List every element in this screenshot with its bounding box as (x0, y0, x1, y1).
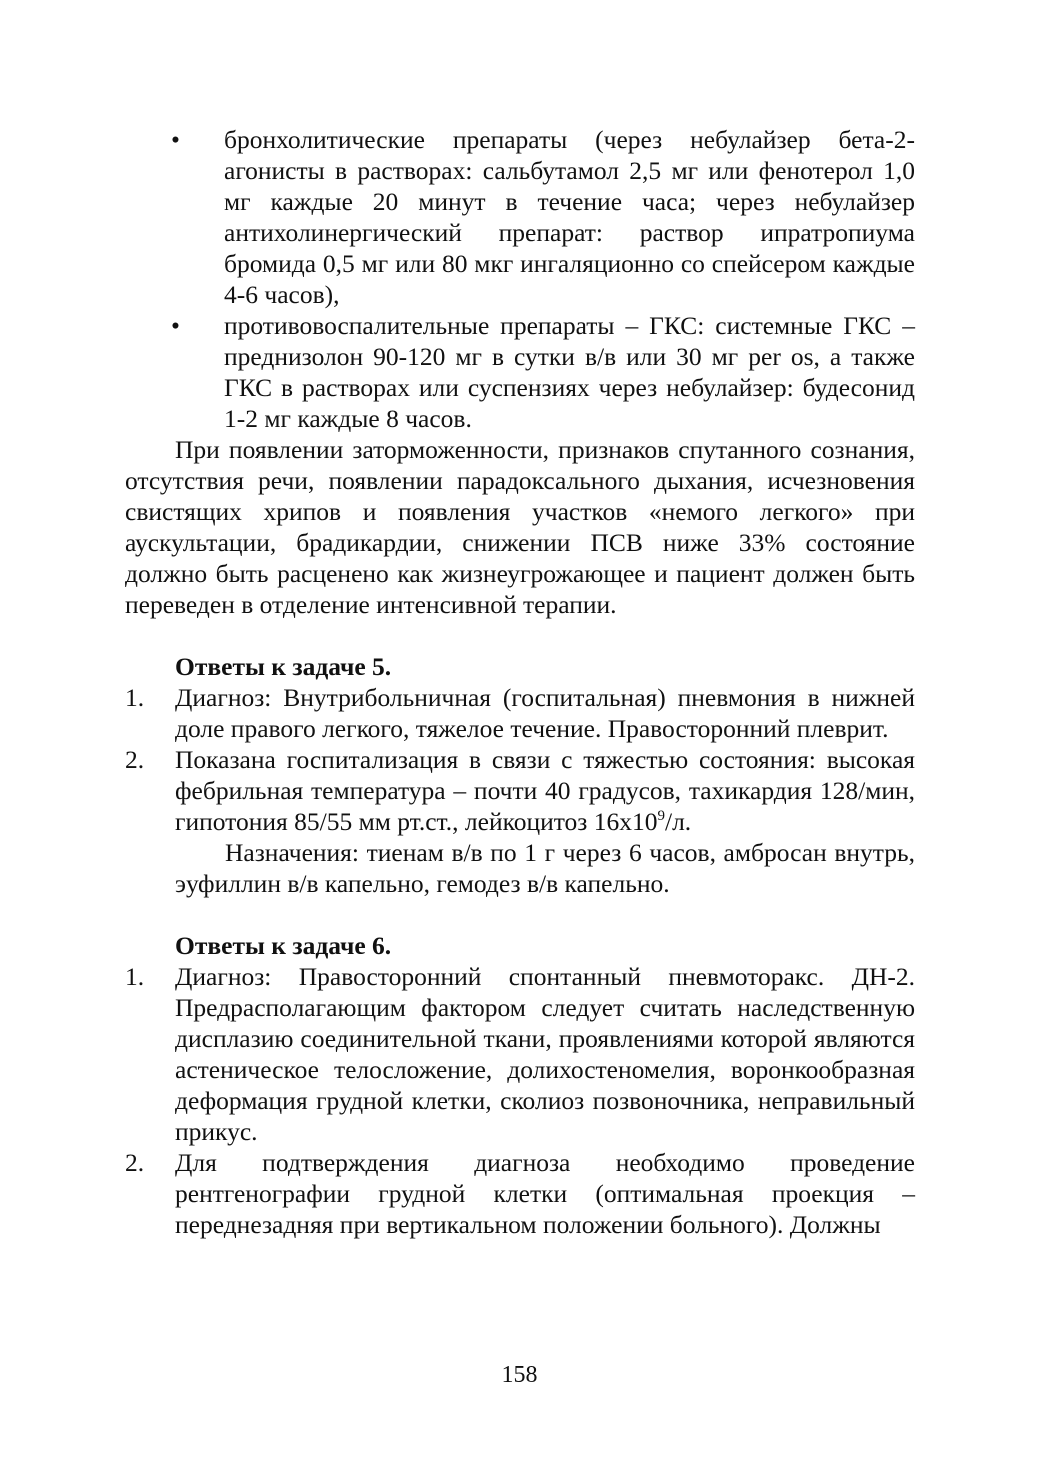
list-item (125, 961, 915, 1147)
bullet-marker: • (171, 125, 180, 154)
task5-answer-list (125, 682, 915, 899)
list-item (125, 1147, 915, 1240)
task6-heading: Ответы к задаче 6. (175, 931, 392, 960)
item-number: 1. (125, 683, 145, 712)
page-number: 158 (501, 1362, 538, 1388)
item-number: 2. (125, 1148, 145, 1177)
bullet-marker: • (171, 311, 180, 340)
task6-answer-list (125, 961, 915, 1240)
page-content (125, 124, 915, 1240)
list-item (125, 682, 915, 744)
item-text: Для подтверждения диагноза необходимо проведение рентгенографии грудной клетки (оптимальная проекция – переднезадняя при вертикальном положении больного). Должны (175, 1148, 915, 1239)
item-text: Показана госпитализация в связи с тяжестью состояния: высокая фебрильная температура – почти 40 градусов, тахикардия 128/мин, гипотония 85/55 мм рт.ст., лейкоцитоз 16х10 (175, 745, 915, 836)
item-text: Диагноз: Внутрибольничная (госпитальная) пневмония в нижней доле правого легкого, тяжелое течение. Правосторонний плеврит. (175, 683, 915, 743)
item-number: 1. (125, 962, 145, 991)
list-item (125, 310, 915, 434)
exponent: 9 (657, 808, 665, 824)
treatment-bullet-list (125, 124, 915, 434)
prescriptions-paragraph: Назначения: тиенам в/в по 1 г через 6 часов, амбросан внутрь, эуфиллин в/в капельно, гемодез в/в капельно. (175, 838, 915, 898)
bullet-text: бронхолитические препараты (через небулайзер бета-2-агонисты в растворах: сальбутамол 2,5 мг или фенотерол 1,0 мг каждые 20 минут в течение часа; через небулайзер антихолинергический препарат: раствор ипратропиума бромида 0,5 мг или 80 мкг ингаляционно со спейсером каждые 4-6 часов), (224, 125, 915, 309)
item-text-tail: /л. (665, 807, 692, 836)
item-text: Диагноз: Правосторонний спонтанный пневмоторакс. ДН-2. Предрасполагающим фактором следует считать наследственную дисплазию соединительной ткани, проявлениями которой являются астеническое телосложение, долихостеномелия, воронкообразная деформация грудной клетки, сколиоз позвоночника, неправильный прикус. (175, 962, 915, 1146)
item-number: 2. (125, 745, 145, 774)
bullet-text: противовоспалительные препараты – ГКС: системные ГКС – преднизолон 90-120 мг в сутки в/в или 30 мг per os, а также ГКС в растворах или суспензиях через небулайзер: будесонид 1-2 мг каждые 8 часов. (224, 311, 915, 433)
task5-heading: Ответы к задаче 5. (175, 652, 392, 681)
body-paragraph: При появлении заторможенности, признаков спутанного сознания, отсутствия речи, появлении парадоксального дыхания, исчезновения свистящих хрипов и появления участков «немого легкого» при аускультации, брадикардии, снижении ПСВ ниже 33% состояние должно быть расценено как жизнеугрожающее и пациент должен быть переведен в отделение интенсивной терапии. (125, 435, 915, 619)
list-item (125, 744, 915, 899)
list-item (125, 124, 915, 310)
